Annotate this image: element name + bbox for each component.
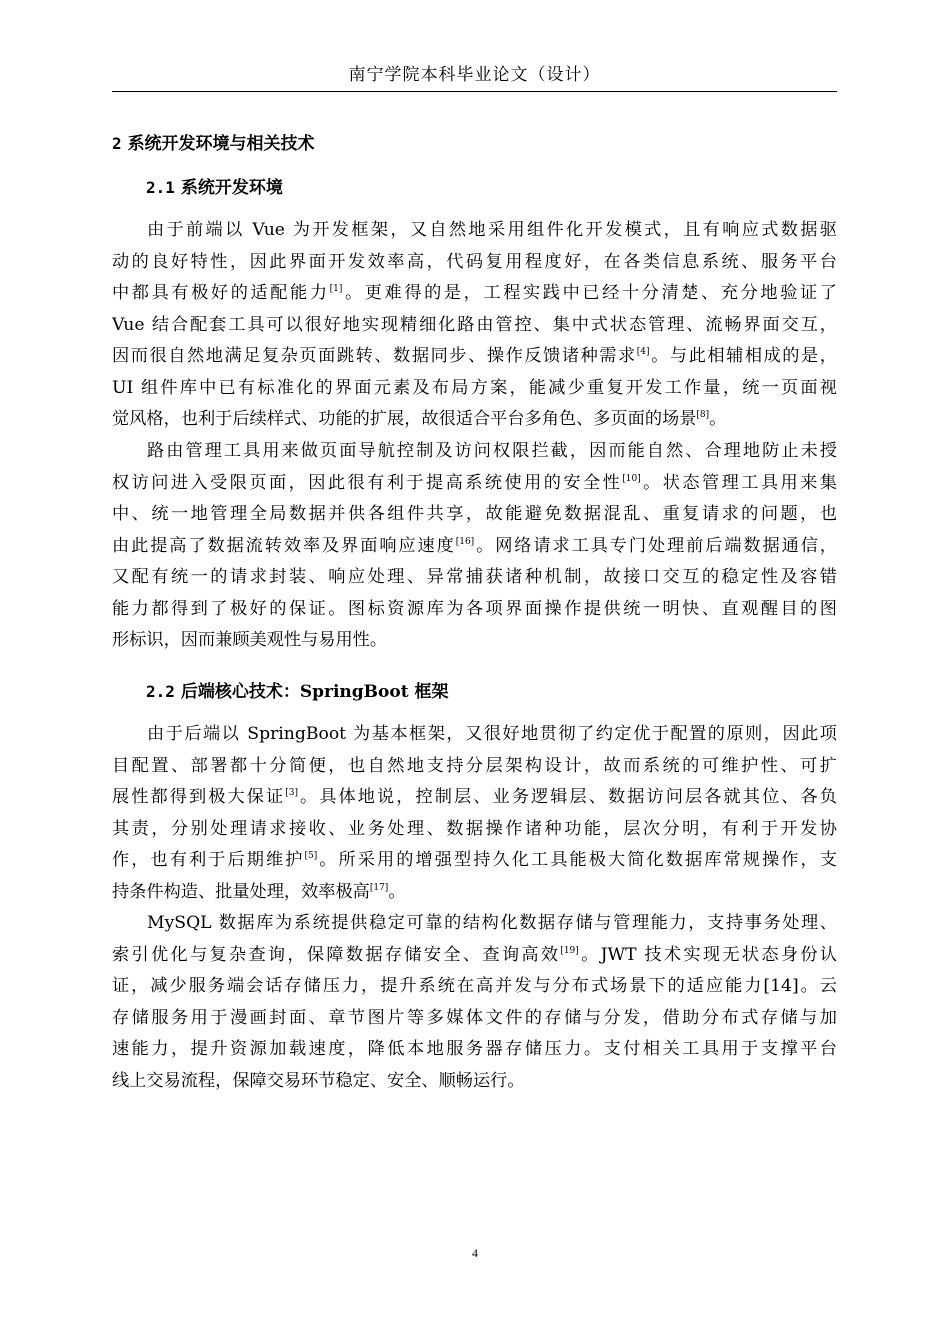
citation-marker: [8] — [696, 410, 710, 420]
section-number: 2.1 — [146, 178, 175, 197]
citation-marker: [1] — [329, 284, 343, 294]
text-line — [112, 278, 837, 310]
text-line — [112, 310, 837, 342]
section-title: 系统开发环境 — [180, 178, 283, 198]
citation-marker: [3] — [285, 788, 298, 798]
line-text: 其责，分别处理请求接收、业务处理、数据操作诸种功能，层次分明，有利于开发协 — [112, 818, 837, 839]
citation-marker: [10] — [622, 473, 641, 484]
chapter-number: 2 — [112, 134, 122, 153]
text-line — [112, 1066, 837, 1098]
line-text: 由此提高了数据流转效率及界面响应速度 — [112, 535, 456, 556]
text-line — [112, 908, 837, 940]
text-line — [112, 814, 837, 846]
line-text: 作，也有利于后期维护 — [112, 850, 305, 870]
line-text: 中都具有极好的适配能力 — [112, 283, 330, 303]
paragraph-4 — [112, 908, 837, 1097]
section-heading-2-2 — [146, 680, 448, 704]
text-line — [112, 468, 837, 500]
line-text: 存储服务用于漫画封面、章节图片等多媒体文件的存储与分发，借助分布式存储与加 — [112, 1007, 837, 1028]
line-text: 。JWT 技术实现无状态身份认 — [578, 944, 837, 965]
text-line — [112, 1003, 837, 1035]
line-text: 。 — [388, 881, 406, 902]
text-line — [112, 971, 837, 1003]
line-text: 线上交易流程，保障交易环节稳定、安全、顺畅运行。 — [112, 1070, 525, 1091]
line-text: 证，减少服务端会话存储压力，提升系统在高并发与分布式场景下的适应能力[14]。云 — [112, 976, 837, 996]
line-text: 由于前端以 Vue 为开发框架，又自然地采用组件化开发模式，且有响应式数据驱 — [147, 220, 837, 240]
line-text: 展性都得到极大保证 — [112, 787, 286, 807]
text-line — [112, 341, 837, 373]
text-line — [112, 215, 837, 247]
line-text: 速能力，提升资源加载速度，降低本地服务器存储压力。支付相关工具用于支撑平台 — [112, 1039, 837, 1059]
line-text: 路由管理工具用来做页面导航控制及访问权限拦截，因而能自然、合理地防止未授 — [147, 441, 837, 461]
citation-marker: [19] — [560, 945, 579, 956]
chapter-title: 系统开发环境与相关技术 — [127, 134, 315, 154]
citation-marker: [4] — [636, 347, 650, 357]
line-text: 。与此相辅相成的是， — [649, 346, 837, 366]
line-text: 。更难得的是，工程实践中已经十分清楚、充分地验证了 — [342, 283, 837, 303]
line-text: 由于后端以 SpringBoot 为基本框架，又很好地贯彻了约定优于配置的原则，因此项 — [147, 724, 837, 744]
text-line — [112, 594, 837, 626]
section-title: 后端核心技术：SpringBoot 框架 — [180, 682, 449, 702]
line-text: 。具体地说，控制层、业务逻辑层、数据访问层各就其位、各负 — [298, 787, 837, 807]
section-heading-2-1 — [146, 176, 283, 200]
paragraph-3 — [112, 719, 837, 908]
citation-marker: [5] — [304, 851, 318, 861]
line-text: 目配置、部署都十分简便，也自然地支持分层架构设计，故而系统的可维护性、可扩 — [112, 755, 837, 776]
line-text: 动的良好特性，因此界面开发效率高，代码复用程度好，在各类信息系统、服务平台 — [112, 251, 837, 272]
line-text: Vue 结合配套工具可以很好地实现精细化路由管控、集中式状态管理、流畅界面交互， — [112, 314, 837, 335]
line-text: 因而很自然地满足复杂页面跳转、数据同步、操作反馈诸种需求 — [112, 346, 637, 366]
text-line — [112, 1034, 837, 1066]
paragraph-1 — [112, 215, 837, 436]
line-text: 能力都得到了极好的保证。图标资源库为各项界面操作提供统一明快、直观醒目的图 — [112, 598, 837, 619]
text-line — [112, 436, 837, 468]
citation-marker: [16] — [455, 536, 475, 547]
line-text: 持条件构造、批量处理，效率极高 — [112, 881, 370, 902]
text-line — [112, 247, 837, 279]
section-number: 2.2 — [146, 682, 175, 701]
header-rule — [112, 91, 837, 92]
line-text: 。状态管理工具用来集 — [640, 472, 837, 493]
line-text: 。 — [709, 409, 727, 429]
text-line — [112, 373, 837, 405]
line-text: 形标识，因而兼顾美观性与易用性。 — [112, 630, 388, 650]
line-text: 索引优化与复杂查询，保障数据存储安全、查询高效 — [112, 944, 561, 965]
line-text: MySQL 数据库为系统提供稳定可靠的结构化数据存储与管理能力，支持事务处理、 — [147, 913, 837, 933]
line-text: 。网络请求工具专门处理前后端数据通信， — [474, 535, 837, 556]
line-text: UI 组件库中已有标准化的界面元素及布局方案，能减少重复开发工作量，统一页面视 — [112, 377, 837, 398]
text-line — [112, 404, 837, 436]
line-text: 又配有统一的请求封装、响应处理、异常捕获诸种机制，故接口交互的稳定性及容错 — [112, 567, 837, 587]
paragraph-2 — [112, 436, 837, 657]
text-line — [112, 751, 837, 783]
text-line — [112, 845, 837, 877]
text-line — [112, 782, 837, 814]
text-line — [112, 940, 837, 972]
text-line — [112, 719, 837, 751]
text-line — [112, 531, 837, 563]
line-text: 中、统一地管理全局数据并供各组件共享，故能避免数据混乱、重复请求的问题，也 — [112, 504, 837, 524]
page-number: 4 — [472, 1246, 478, 1260]
line-text: 觉风格，也利于后续样式、功能的扩展，故很适合平台多角色、多页面的场景 — [112, 409, 697, 429]
text-line — [112, 562, 837, 594]
running-header: 南宁学院本科毕业论文（设计） — [348, 65, 601, 85]
text-line — [112, 625, 837, 657]
text-line — [112, 499, 837, 531]
line-text: 。所采用的增强型持久化工具能极大简化数据库常规操作，支 — [317, 850, 837, 870]
citation-marker: [17] — [369, 882, 389, 893]
text-line — [112, 877, 837, 909]
line-text: 权访问进入受限页面，因此很有利于提高系统使用的安全性 — [112, 472, 623, 493]
chapter-heading — [112, 132, 315, 156]
